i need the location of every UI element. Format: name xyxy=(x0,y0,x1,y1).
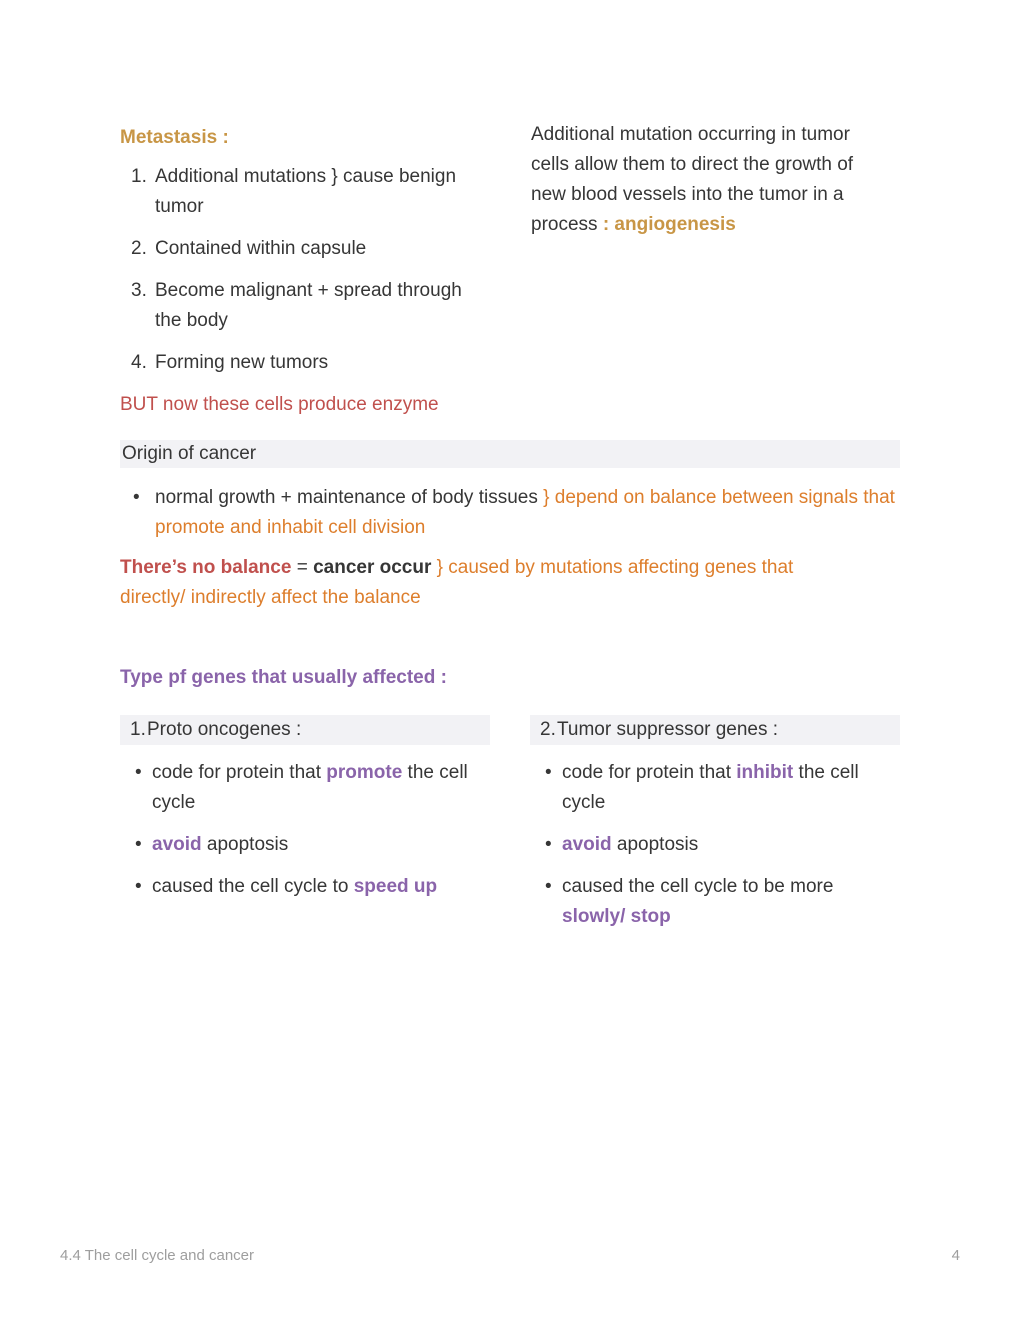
bullet-text xyxy=(562,872,898,932)
bullet-text-post: the cell cycle xyxy=(562,762,859,813)
footer-section-title: 4.4 The cell cycle and cancer xyxy=(60,1247,254,1264)
list-item-number: 3. xyxy=(131,280,147,301)
tumor-suppressor-bullets xyxy=(530,758,900,932)
bullet-text-post: apoptosis xyxy=(201,834,289,855)
bullet-marker xyxy=(530,830,562,860)
list-item-text: Forming new tumors xyxy=(155,352,329,373)
bullet-text-emphasis: inhibit xyxy=(736,762,794,783)
page-footer xyxy=(60,1246,960,1266)
list-item-number: 1. xyxy=(131,166,147,187)
balance-orange-text: } caused by mutations affecting genes that directly/ indirectly affect the balance xyxy=(120,557,794,608)
balance-paragraph xyxy=(120,553,848,613)
list-item-text: Become malignant + spread through the body xyxy=(155,280,462,331)
bullet-marker xyxy=(530,872,562,932)
bullet-text-pre: code for protein that xyxy=(152,762,327,783)
bullet-text-pre: caused the cell cycle to be more xyxy=(562,876,834,897)
angiogenesis-text: Additional mutation occurring in tumor cells allow them to direct the growth of new blood vessels into the tumor in a process xyxy=(531,124,854,235)
balance-red-text: There’s no balance xyxy=(120,557,292,578)
bullet-marker xyxy=(120,830,152,860)
bullet-text-emphasis: slowly/ stop xyxy=(562,906,671,927)
bullet-item xyxy=(120,830,490,860)
bullet-text-emphasis: avoid xyxy=(562,834,612,855)
column-number: 2. xyxy=(540,719,556,740)
list-item-text: Additional mutations } cause benign tumor xyxy=(155,166,457,217)
bullet-marker xyxy=(120,483,155,543)
bullet-item xyxy=(120,758,490,818)
bullet-text-post: the cell cycle xyxy=(152,762,468,813)
list-item-text: Contained within capsule xyxy=(155,238,367,259)
list-item xyxy=(131,234,485,264)
bullet-text-emphasis: avoid xyxy=(152,834,202,855)
bullet-text-pre: caused the cell cycle to xyxy=(152,876,354,897)
bullet-text xyxy=(152,758,488,818)
column-title: Tumor suppressor genes : xyxy=(557,719,779,740)
bullet-text-emphasis: speed up xyxy=(353,876,438,897)
bullet-item xyxy=(530,758,900,818)
list-item xyxy=(131,276,485,336)
bullet-text xyxy=(152,872,488,902)
proto-oncogenes-bullets xyxy=(120,758,490,902)
list-item xyxy=(131,348,485,378)
bullet-text xyxy=(562,758,898,818)
bullet-text xyxy=(562,830,898,860)
list-item-number: 2. xyxy=(131,238,147,259)
list-item-number: 4. xyxy=(131,352,147,373)
tumor-suppressor-title-bar xyxy=(530,715,900,745)
footer-page-number: 4 xyxy=(951,1247,960,1264)
metastasis-list xyxy=(131,162,485,378)
bullet-text-emphasis: promote xyxy=(326,762,403,783)
angiogenesis-term: : angiogenesis xyxy=(602,214,736,235)
bullet-text-post: apoptosis xyxy=(611,834,699,855)
origin-bullet-black: normal growth + maintenance of body tissues xyxy=(155,487,544,508)
column-title: Proto oncogenes : xyxy=(147,719,302,740)
angiogenesis-paragraph xyxy=(531,120,883,240)
origin-bullet-item xyxy=(120,483,900,543)
bullet-text xyxy=(152,830,488,860)
but-enzyme-note: BUT now these cells produce enzyme xyxy=(120,394,439,415)
column-number: 1. xyxy=(130,719,146,740)
bullet-text-pre: code for protein that xyxy=(562,762,737,783)
proto-oncogenes-column xyxy=(120,715,490,902)
origin-bullet-text xyxy=(155,483,900,543)
bullet-marker xyxy=(120,872,152,902)
tumor-suppressor-column xyxy=(530,715,900,932)
genes-heading: Type pf genes that usually affected : xyxy=(120,667,447,688)
list-item xyxy=(131,162,485,222)
bullet-item xyxy=(530,830,900,860)
origin-bullet-orange: } depend on balance between signals that promote and inhabit cell division xyxy=(155,487,895,538)
bullet-item xyxy=(530,872,900,932)
bullet-marker xyxy=(530,758,562,818)
origin-of-cancer-heading: Origin of cancer xyxy=(120,440,900,468)
bullet-item xyxy=(120,872,490,902)
proto-oncogenes-title-bar xyxy=(120,715,490,745)
balance-cancer-occur: cancer occur xyxy=(313,557,437,578)
balance-equals: = xyxy=(291,557,314,578)
bullet-marker xyxy=(120,758,152,818)
metastasis-heading: Metastasis : xyxy=(120,127,229,148)
